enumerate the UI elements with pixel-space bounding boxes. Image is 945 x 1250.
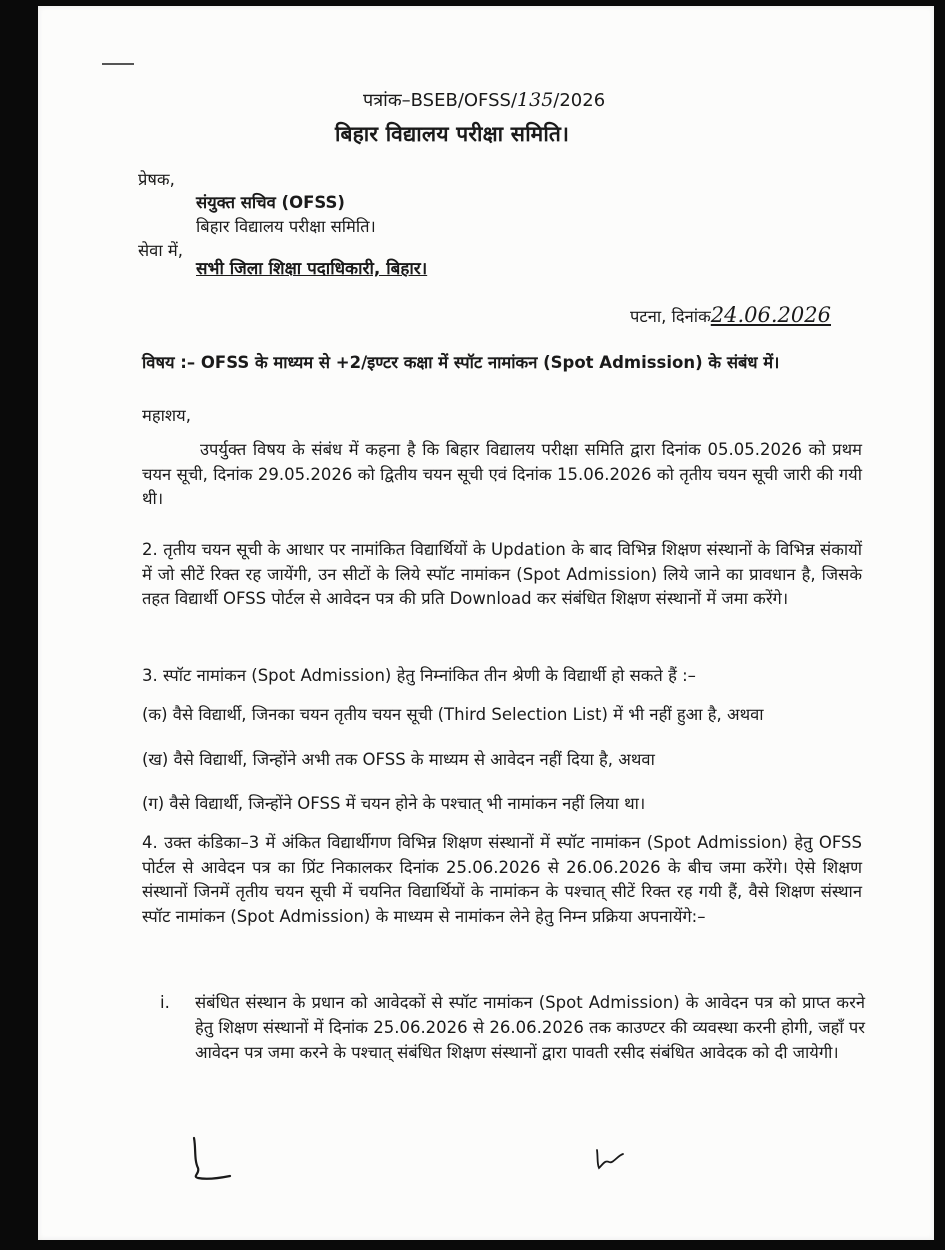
- sender-organization: बिहार विद्यालय परीक्षा समिति।: [196, 217, 376, 236]
- sender-name: संयुक्त सचिव (OFSS): [196, 193, 345, 212]
- list-item-ga: (ग) वैसे विद्यार्थी, जिन्होंने OFSS में चयन होने के पश्चात् भी नामांकन नहीं लिया था।: [142, 794, 646, 813]
- place-and-date: [630, 303, 831, 327]
- salutation: महाशय,: [142, 406, 191, 425]
- ref-prefix: पत्रांक–BSEB/OFSS/: [363, 90, 518, 111]
- list-item-kha: (ख) वैसे विद्यार्थी, जिन्होंने अभी तक OFSS के माध्यम से आवेदन नहीं दिया है, अथवा: [142, 750, 655, 769]
- organization-title: बिहार विद्यालय परीक्षा समिति।: [335, 122, 570, 146]
- sender-label: प्रेषक,: [138, 170, 175, 189]
- list-item-ka: (क) वैसे विद्यार्थी, जिनका चयन तृतीय चयन सूची (Third Selection List) में भी नहीं हुआ है, अथवा: [142, 705, 764, 724]
- margin-rule-mark: [102, 63, 134, 65]
- subject-line: विषय :– OFSS के माध्यम से +2/इण्टर कक्षा में स्पॉट नामांकन (Spot Admission) के संबंध में।: [142, 353, 780, 372]
- ref-suffix: /2026: [553, 90, 606, 111]
- reference-number: [363, 88, 605, 112]
- subitem-marker: i.: [160, 993, 170, 1012]
- place-date-prefix: पटना, दिनांक: [630, 307, 711, 326]
- recipient-name: सभी जिला शिक्षा पदाधिकारी, बिहार।: [196, 259, 428, 279]
- ref-number-handwritten: 135: [517, 89, 554, 111]
- date-handwritten: 24.06.2026: [710, 303, 831, 327]
- initial-mark-left: [188, 1134, 248, 1184]
- subitem-i: संबंधित संस्थान के प्रधान को आवेदकों से स्पॉट नामांकन (Spot Admission) के आवेदन पत्र को प्राप्त करने हेतु शिक्षण संस्थानों में दिनांक 25.06.2026 से 26.06.2026 तक काउण्टर की व्यवस्था करनी होगी, जहाँ पर आवेदन पत्र जमा करने के पश्चात् संबंधित शिक्षण संस्थानों द्वारा पावती रसीद संबंधित आवेदक को दी जायेगी।: [195, 993, 865, 1062]
- paragraph-1: उपर्युक्त विषय के संबंध में कहना है कि बिहार विद्यालय परीक्षा समिति द्वारा दिनांक 05.05.2026 को प्रथम चयन सूची, दिनांक 29.05.2026 को द्वितीय चयन सूची एवं दिनांक 15.06.2026 को तृतीय चयन सूची जारी की गयी थी।: [142, 440, 862, 508]
- paragraph-4: 4. उक्त कंडिका–3 में अंकित विद्यार्थीगण विभिन्न शिक्षण संस्थानों में स्पॉट नामांकन (Spot Admission) हेतु OFSS पोर्टल से आवेदन पत्र का प्रिंट निकालकर दिनांक 25.06.2026 से 26.06.2026 के बीच जमा करेंगे। ऐसे शिक्षण संस्थानों जिनमें तृतीय चयन सूची में चयनित विद्यार्थियों के नामांकन के पश्चात् सीटें रिक्त रह गयी हैं, वैसे शिक्षण संस्थान स्पॉट नामांकन (Spot Admission) के माध्यम से नामांकन लेने हेतु निम्न प्रक्रिया अपनायेंगे:–: [142, 833, 862, 926]
- initial-mark-right: [593, 1146, 633, 1176]
- paragraph-2: 2. तृतीय चयन सूची के आधार पर नामांकित विद्यार्थियों के Updation के बाद विभिन्न शिक्षण संस्थानों के विभिन्न संकायों में जो सीटें रिक्त रह जायेंगी, उन सीटों के लिये स्पॉट नामांकन (Spot Admission) लिये जाने का प्रावधान है, जिसके तहत विद्यार्थी OFSS पोर्टल से आवेदन पत्र की प्रति Download कर संबंधित शिक्षण संस्थानों में जमा करेंगे।: [142, 540, 862, 608]
- recipient-label: सेवा में,: [138, 241, 183, 260]
- paragraph-3: 3. स्पॉट नामांकन (Spot Admission) हेतु निम्नांकित तीन श्रेणी के विद्यार्थी हो सकते हैं :–: [142, 666, 696, 685]
- letter-page: [38, 6, 934, 1240]
